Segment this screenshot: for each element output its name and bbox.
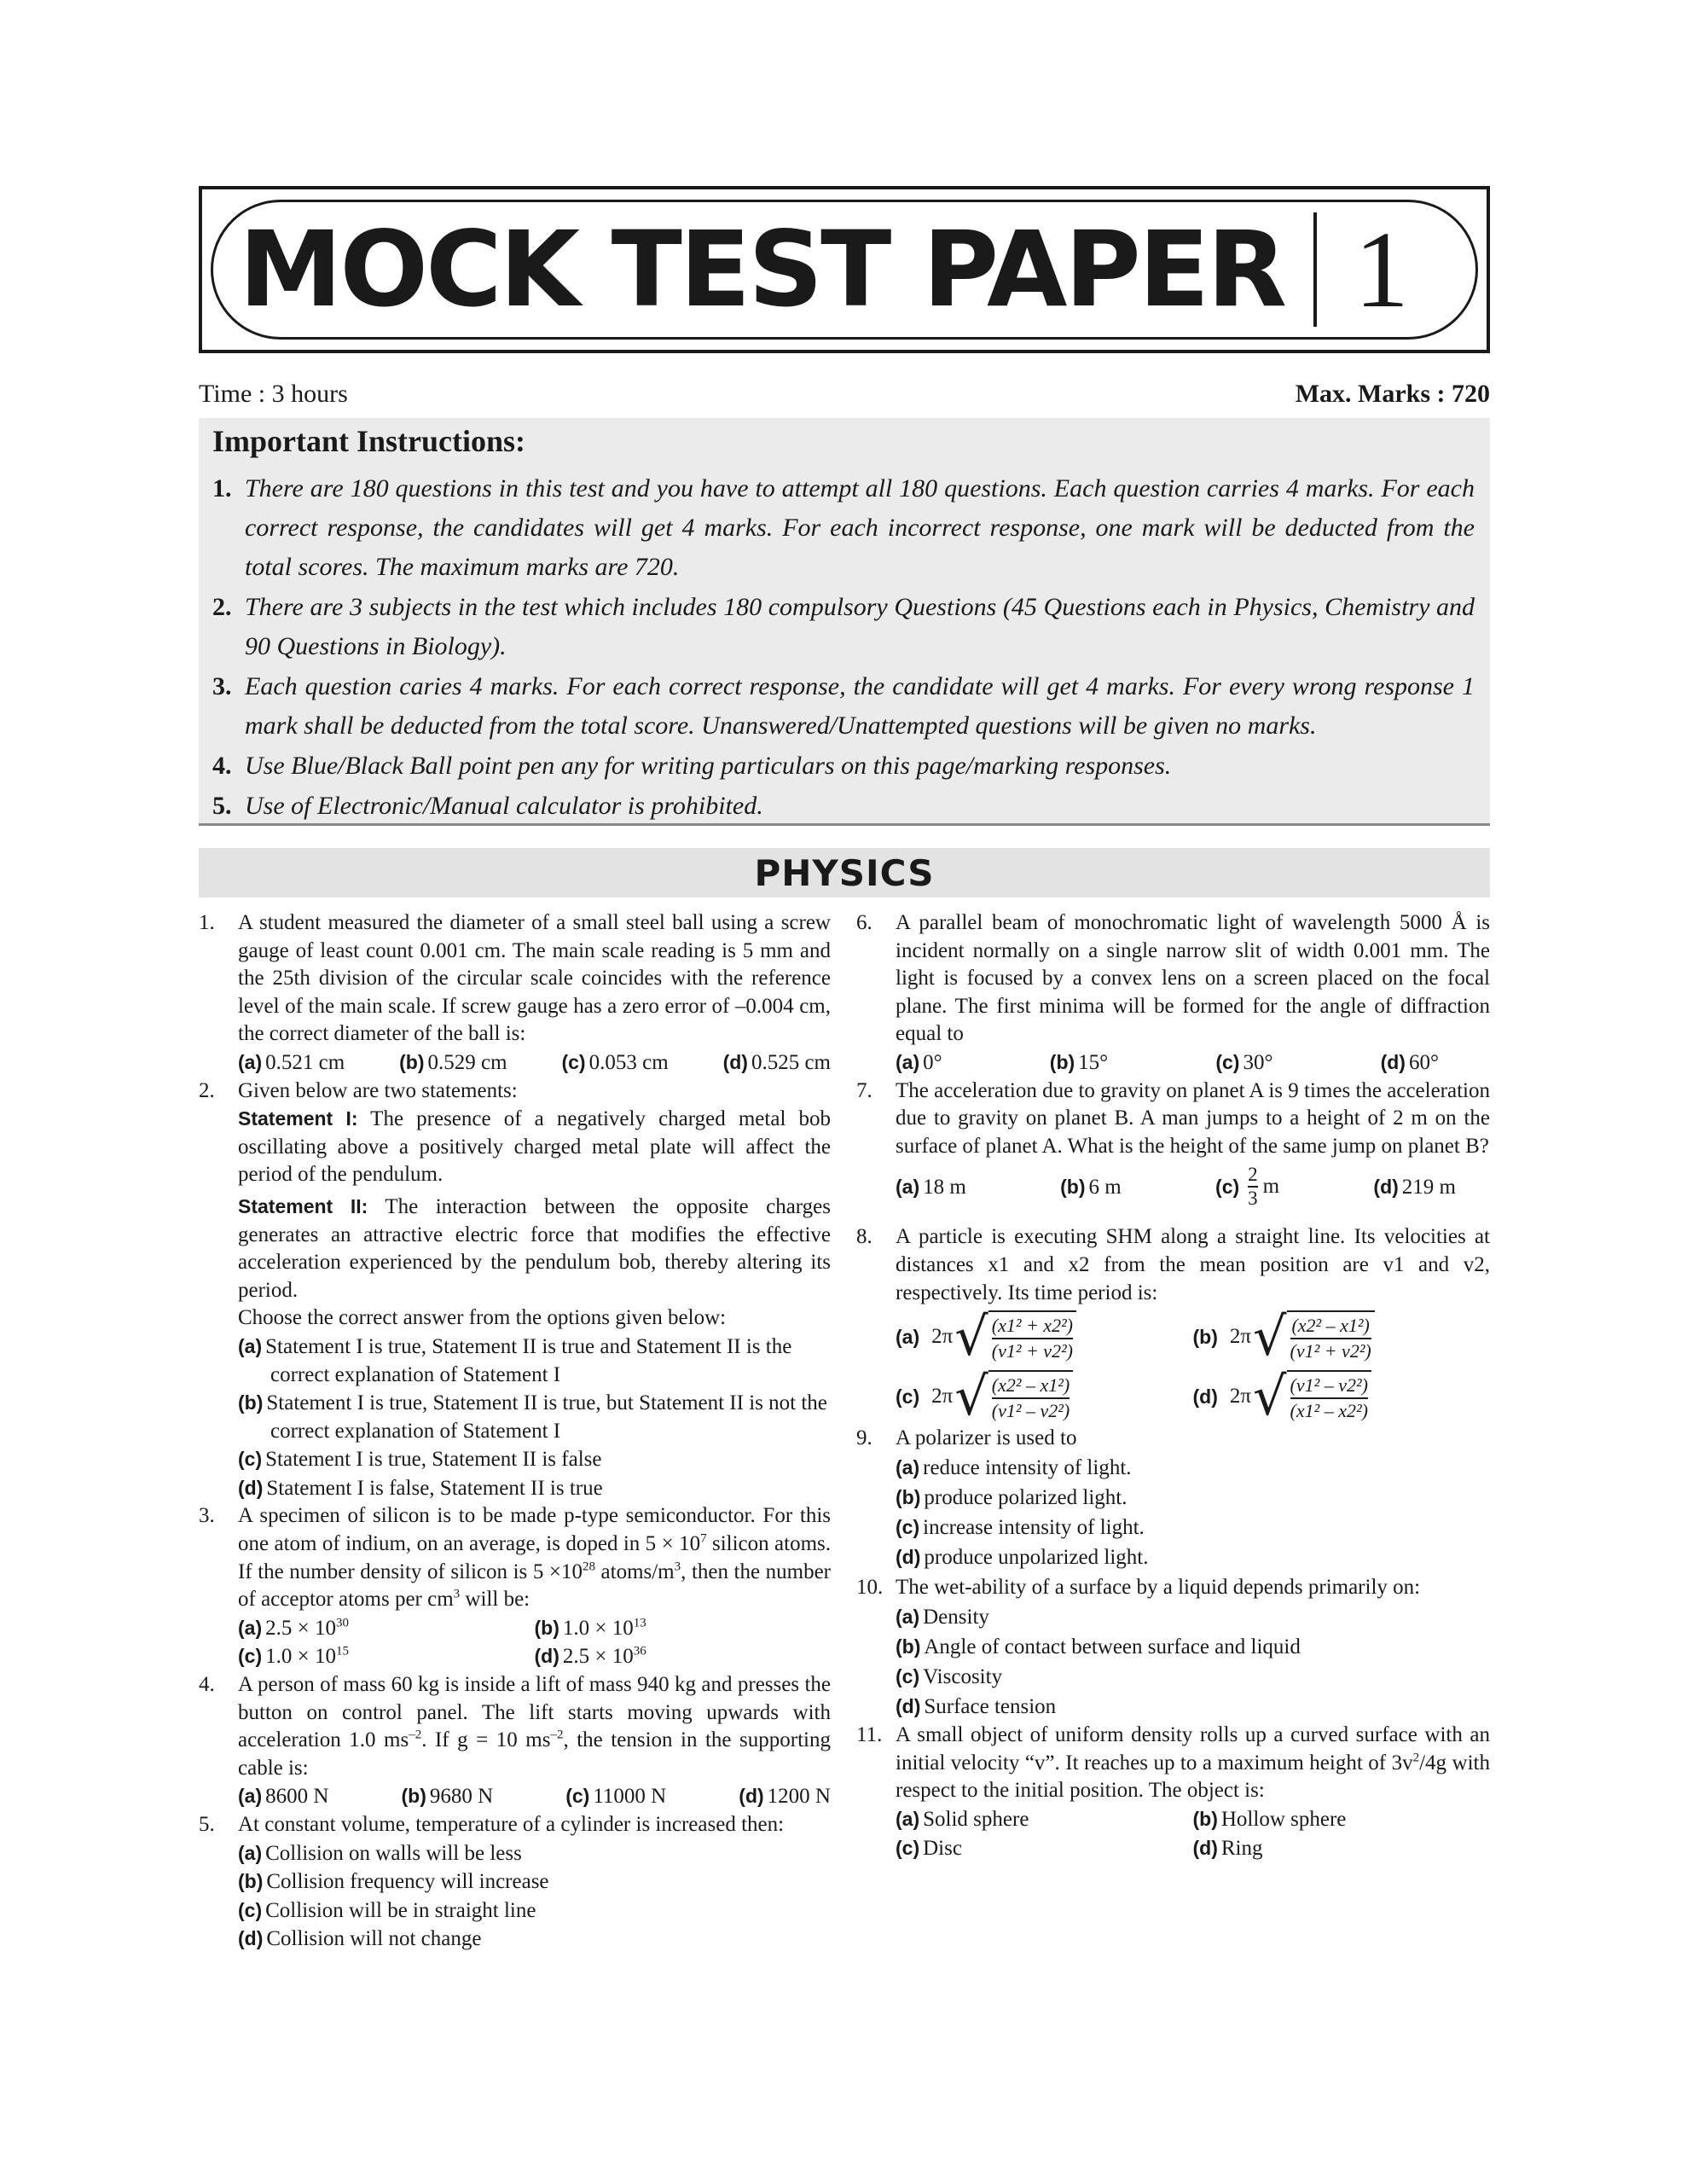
title-banner [199, 186, 1490, 353]
option-c: (c) 11000 N [565, 1785, 667, 1809]
option-c: (c) $\frac{2}{3}$ m [1215, 1164, 1280, 1210]
question-1: 1. A student measured the diameter of a small steel ball using a screw gauge of least count 0.001 cm. The main scale reading is 5 mm and the 25th division of the circular scale coincides with the reference level of the main scale. If screw gauge has a zero error of –0.004 cm, the correct diameter of the ball is: (a) 0.521 cm (b) 0.529 cm (c) 0.053 cm (d) 0.525 cm [199, 909, 831, 1077]
option-d: (d) produce unpolarized light. [896, 1546, 1149, 1570]
option-c: (c) Viscosity [896, 1665, 1003, 1689]
instruction-item: 5. Use of Electronic/Manual calculator is prohibited. [212, 792, 763, 820]
option-b: (b) Statement I is true, Statement II is true, but Statement II is not the correct explanation of Statement I [238, 1391, 827, 1443]
option-b: (b) 15° [1049, 1050, 1109, 1074]
options [238, 1782, 831, 1811]
banner-divider [1313, 212, 1317, 327]
question-7: 7. The acceleration due to gravity on planet A is 9 times the acceleration due to gravity on planet B. A man jumps to a height of 2 m on the surface of planet A. What is the height of the same jump on planet B? (a) 18 m (b) 6 m (c) $\frac{2}{3}$ m (d) 219 m [856, 1077, 1490, 1214]
option-d: (d) Collision will not change [238, 1927, 482, 1951]
right-column [856, 909, 1490, 1862]
option-c: (c) $1.0 \times 10^{15}$ [238, 1645, 349, 1669]
option-b: (b) produce polarized light. [896, 1486, 1128, 1510]
question-11: 11. A small object of uniform density rolls up a curved surface with an initial velocity “v”. It reaches up to a maximum height of $3v^2/4g$ with respect to the initial position. The object is: (a) Solid sphere (b) Hollow sphere (c) Disc (d) Ring [856, 1722, 1490, 1862]
fraction: $\frac{2}{3}$ [1248, 1164, 1258, 1210]
instructions-heading: Important Instructions: [212, 424, 526, 458]
question-8: 8. A particle is executing SHM along a straight line. Its velocities at distances x1 and x2 from the mean position are v1 and v2, respectively. Its time period is: (a) 2π √ (x1² + x2²) (v1² + v2²) (b) 2π √ (x2² – x1²) (v1² + v2²) (c) 2π √ (x2² – x1²) (v1² – v2²) (d) 2π √ (v1² – v2²) (x1² – x2²) [856, 1225, 1490, 1428]
instruction-item: 3. Each question caries 4 marks. For each correct response, the candidate will get 4 marks. For every wrong response 1 mark shall be deducted from the total score. Unanswered/Unattempted questions will be given no marks. [212, 672, 1475, 740]
question-2: 2. Given below are two statements: Statement I: The presence of a negatively charged metal bob oscillating above a positively charged metal plate will affect the period of the pendulum. Statement II: The interaction between the opposite charges generates an attractive electric force that modifies the effective acceleration experienced by the pendulum bob, thereby altering its period. Choose the correct answer from the options given below: (a) Statement I is true, Statement II is true and Statement II is the correct explanation of Statement I (b) Statement I is true, Statement II is true, but Statement II is not the correct explanation of Statement I (c) Statement I is true, Statement II is false (d) Statement I is false, Statement II is true [199, 1077, 831, 1503]
option-d: (d) 1200 N [739, 1785, 831, 1809]
statement-1: Statement I: The presence of a negatively charged metal bob oscillating above a positively charged metal plate will affect the period of the pendulum. [238, 1107, 831, 1187]
time-label: Time : 3 hours [199, 380, 348, 408]
option-a: (a) 0° [896, 1050, 942, 1074]
question-text: At constant volume, temperature of a cylinder is increased then: [238, 1813, 785, 1836]
option-a: (a) 18 m [896, 1175, 966, 1199]
question-text: The acceleration due to gravity on planet A is 9 times the acceleration due to gravity on planet B. A man jumps to a height of 2 m on the surface of planet A. What is the height of the same jump on planet B? [896, 1078, 1490, 1158]
question-text: Given below are two statements: [238, 1078, 518, 1102]
option-a: (a) 0.521 cm [238, 1050, 345, 1074]
paper-number: 1 [1354, 208, 1409, 330]
option-c: (c) 2π √ (x2² – x1²) (v1² – v2²) [896, 1370, 1193, 1423]
options-row-1 [896, 1305, 1490, 1368]
option-c: (c) Disc [896, 1836, 962, 1860]
question-text: A parallel beam of monochromatic light of wavelength 5000 Å is incident normally on a single narrow slit of width 0.001 mm. The light is focused by a convex lens on a screen placed on the focal plane. The first minima will be formed for the angle of diffraction equal to [896, 911, 1490, 1046]
question-text: A specimen of silicon is to be made p-type semiconductor. For this one atom of indium, on an average, is doped in $5 \times 10^7$ silicon atoms. If the number density of silicon is $5 \times 10^{28}$ atoms/$m^3$, then the number of acceptor atoms per $cm^3$ will be: [238, 1504, 832, 1612]
option-a: (a) $2.5 \times 10^{30}$ [238, 1616, 349, 1640]
option-b: (b) 2π √ (x2² – x1²) (v1² + v2²) [1193, 1310, 1491, 1363]
option-b: (b) Collision frequency will increase [238, 1870, 549, 1894]
paper-title: MOCK TEST PAPER [239, 209, 1285, 330]
option-a: (a) 2π √ (x1² + x2²) (v1² + v2²) [896, 1310, 1193, 1363]
option-d: (d) 60° [1380, 1050, 1439, 1074]
instruction-item: 2. There are 3 subjects in the test which includes 180 compulsory Questions (45 Questions each in Physics, Chemistry and 90 Questions in Biology). [212, 593, 1475, 660]
option-c: (c) increase intensity of light. [896, 1516, 1145, 1540]
question-text: A small object of uniform density rolls up a curved surface with an initial velocity “v”. It reaches up to a maximum height of $3v^2/4g$ with respect to the initial position. The object is: [896, 1723, 1490, 1803]
option-c: (c) Collision will be in straight line [238, 1898, 536, 1922]
question-text: A student measured the diameter of a small steel ball using a screw gauge of least count 0.001 cm. The main scale reading is 5 mm and the 25th division of the circular scale coincides with the reference level of the main scale. If screw gauge has a zero error of –0.004 cm, the correct diameter of the ball is: [238, 911, 831, 1046]
options-row-2 [896, 1834, 1490, 1863]
instructions-box [199, 418, 1490, 826]
question-text: The wet-ability of a surface by a liquid depends primarily on: [896, 1576, 1421, 1600]
option-c: (c) 0.053 cm [561, 1050, 669, 1074]
option-b: (b) $1.0 \times 10^{13}$ [534, 1616, 646, 1640]
instruction-item: 1. There are 180 questions in this test and you have to attempt all 180 questions. Each question carries 4 marks. For each correct response, the candidates will get 4 marks. For each incorrect response, one mark will be deducted from the total scores. The maximum marks are 720. [212, 474, 1475, 581]
left-column [199, 909, 831, 1954]
option-b: (b) 0.529 cm [399, 1050, 507, 1074]
options-row-1 [238, 1614, 831, 1643]
question-9: 9. A polarizer is used to (a) reduce intensity of light. (b) produce polarized light. (c) increase intensity of light. (d) produce unpolarized light. [856, 1423, 1490, 1572]
option-d: (d) 2π √ (v1² – v2²) (x1² – x2²) [1193, 1370, 1491, 1423]
max-marks-label: Max. Marks : 720 [1295, 380, 1490, 408]
title-banner-frame [211, 200, 1478, 340]
option-a: (a) Solid sphere [896, 1807, 1029, 1831]
option-d: (d) Statement I is false, Statement II is true [238, 1476, 603, 1500]
question-10: 10. The wet-ability of a surface by a liquid depends primarily on: (a) Density (b) Angle of contact between surface and liquid (c) Viscosity (d) Surface tension [856, 1572, 1490, 1722]
options [896, 1048, 1490, 1077]
options-row-2 [238, 1642, 831, 1671]
instructions-list [212, 469, 1475, 826]
option-a: (a) Collision on walls will be less [238, 1841, 522, 1865]
option-c: (c) Statement I is true, Statement II is false [238, 1448, 602, 1472]
option-d: (d) 219 m [1373, 1175, 1456, 1199]
option-c: (c) 30° [1215, 1050, 1273, 1074]
question-text: A particle is executing SHM along a straight line. Its velocities at distances x1 and x2 from the mean position are v1 and v2, respectively. Its time period is: [896, 1225, 1490, 1304]
question-6: 6. A parallel beam of monochromatic light of wavelength 5000 Å is incident normally on a single narrow slit of width 0.001 mm. The light is focused by a convex lens on a screen placed on the focal plane. The first minima will be formed for the angle of diffraction equal to (a) 0° (b) 15° (c) 30° (d) 60° [856, 909, 1490, 1077]
option-b: (b) 9680 N [401, 1785, 494, 1809]
option-d: (d) Surface tension [896, 1695, 1057, 1719]
option-b: (b) Angle of contact between surface and liquid [896, 1635, 1301, 1659]
section-title-physics: PHYSICS [199, 848, 1490, 897]
option-d: (d) $2.5 \times 10^{36}$ [534, 1645, 646, 1669]
option-b: (b) Hollow sphere [1192, 1807, 1347, 1831]
choose-instruction: Choose the correct answer from the options given below: [238, 1306, 727, 1330]
instruction-item: 4. Use Blue/Black Ball point pen any for writing particulars on this page/marking responses. [212, 752, 1172, 780]
option-b: (b) 6 m [1060, 1175, 1122, 1199]
options-row-1 [896, 1805, 1490, 1834]
options-row-2 [896, 1365, 1490, 1428]
question-3: 3. A specimen of silicon is to be made p-type semiconductor. For this one atom of indium, on an average, is doped in $5 \times 10^7$ silicon atoms. If the number density of silicon is $5 \times 10^{28}$ atoms/$m^3$, then the number of acceptor atoms per $cm^3$ will be: (a) $2.5 \times 10^{30}$ (b) $1.0 \times 10^{13}$ (c) $1.0 \times 10^{15}$ (d) $2.5 \times 10^{36}$ [199, 1502, 831, 1671]
options [238, 1048, 831, 1077]
option-a: (a) reduce intensity of light. [896, 1456, 1132, 1480]
question-5: 5. At constant volume, temperature of a cylinder is increased then: (a) Collision on walls will be less (b) Collision frequency will increase (c) Collision will be in straight line (d) Collision will not change [199, 1811, 831, 1954]
option-d: (d) Ring [1192, 1836, 1263, 1860]
option-d: (d) 0.525 cm [722, 1050, 831, 1074]
option-a: (a) Statement I is true, Statement II is true and Statement II is the correct explanation of Statement I [238, 1334, 792, 1386]
exam-meta [199, 380, 1490, 409]
statement-2: Statement II: The interaction between the opposite charges generates an attractive electric force that modifies the effective acceleration experienced by the pendulum bob, thereby altering its period. [238, 1194, 831, 1302]
question-text: A person of mass 60 kg is inside a lift of mass 940 kg and presses the button on control panel. The lift starts moving upwards with acceleration 1.0 $ms^{-2}$. If g = 10 $ms^{-2}$, the tension in the supporting cable is: [238, 1673, 831, 1780]
option-a: (a) Density [896, 1606, 989, 1629]
question-4: 4. A person of mass 60 kg is inside a lift of mass 940 kg and presses the button on control panel. The lift starts moving upwards with acceleration 1.0 $ms^{-2}$. If g = 10 $ms^{-2}$, the tension in the supporting cable is: (a) 8600 N (b) 9680 N (c) 11000 N (d) 1200 N [199, 1671, 831, 1811]
question-text: A polarizer is used to [896, 1426, 1077, 1450]
option-a: (a) 8600 N [238, 1785, 329, 1809]
options [896, 1160, 1490, 1213]
